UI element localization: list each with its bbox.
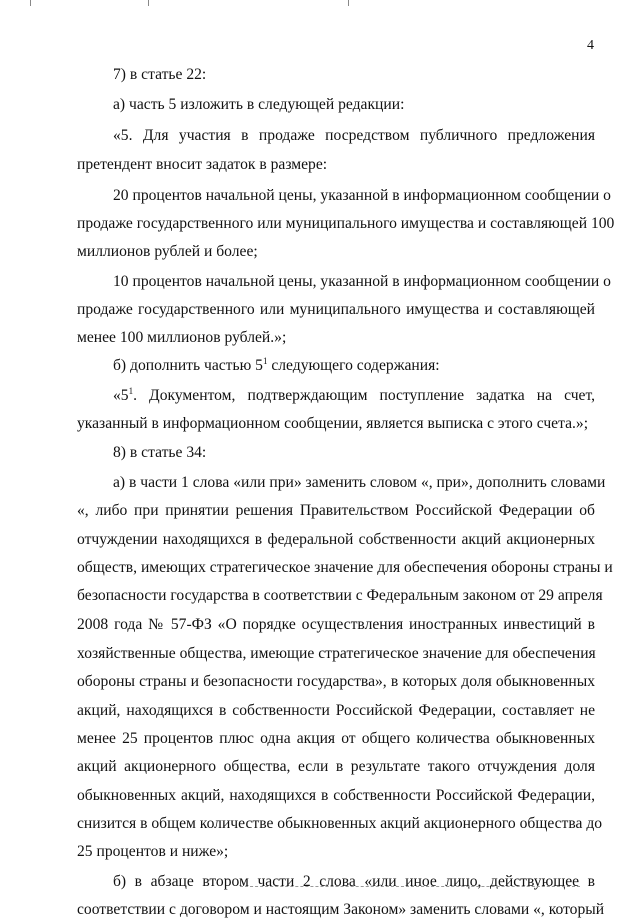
text-line	[77, 62, 595, 88]
text-line	[77, 527, 595, 553]
text-line-content: 8) в статье 34:	[113, 444, 207, 461]
text-line-content: продаже государственного или муниципального имущества и составляющей 100	[77, 215, 615, 232]
text-line	[77, 152, 595, 178]
text-line-content: обществ, имеющих стратегическое значение для обеспечения обороны страны и	[77, 559, 613, 576]
text-line-content: снизится в общем количестве обыкновенных акций акционерного общества до	[77, 815, 603, 832]
footer-rule	[240, 886, 580, 887]
text-line	[77, 470, 606, 496]
text-line	[77, 897, 605, 923]
scan-edge-marks	[0, 0, 639, 8]
text-line	[77, 269, 611, 295]
text-line	[77, 440, 595, 466]
text-line	[77, 869, 595, 895]
text-line-content: 7) в статье 22:	[113, 66, 207, 83]
text-line	[77, 839, 595, 865]
text-line-content: «, либо при принятии решения Правительством Российской Федерации об	[77, 502, 595, 519]
text-line-content: обыкновенных акций, находящихся в собственности Российской Федерации,	[77, 787, 595, 804]
text-line-content: указанный в информационном сообщении, является выписка с этого счета.»;	[77, 415, 589, 432]
text-line	[77, 325, 595, 351]
text-line	[77, 726, 595, 752]
text-line	[77, 411, 595, 437]
text-line-content: 10 процентов начальной цены, указанной в информационном сообщении о	[113, 273, 611, 290]
text-line-continuation: . Документом, подтверждающим поступление задатка на счет,	[133, 387, 595, 404]
text-line	[77, 555, 613, 581]
text-line	[77, 641, 595, 667]
text-line	[77, 811, 603, 837]
text-line	[77, 583, 603, 609]
text-line-content: 25 процентов и ниже»;	[77, 843, 229, 860]
text-line	[77, 297, 595, 323]
text-line-content: продаже государственного или муниципального имущества и составляющей	[77, 301, 595, 318]
text-line	[77, 783, 595, 809]
text-line-content: акций, находящихся в собственности Российской Федерации, составляет не	[77, 702, 595, 719]
text-line-content: претендент вносит задаток в размере:	[77, 156, 328, 173]
text-line	[77, 239, 595, 265]
superscript: 1	[262, 355, 268, 366]
text-line	[77, 498, 595, 524]
text-line	[77, 92, 595, 118]
text-line-content: б) дополнить частью 5	[113, 357, 263, 374]
text-line	[77, 211, 615, 237]
text-line-content: а) в части 1 слова «или при» заменить словом «, при», дополнить словами	[113, 474, 606, 491]
text-line	[77, 612, 595, 638]
text-line-content: «5	[113, 387, 129, 404]
text-line-content: «5. Для участия в продаже посредством публичного предложения	[113, 127, 595, 144]
page-number: 4	[587, 38, 594, 53]
text-line-content: хозяйственные общества, имеющие стратегическое значение для обеспечения	[77, 645, 596, 662]
text-line-content: соответствии с договором и настоящим Законом» заменить словами «, который	[77, 901, 605, 918]
text-line	[77, 183, 611, 209]
text-line	[77, 698, 595, 724]
text-line-content: менее 100 миллионов рублей.»;	[77, 329, 287, 346]
text-line	[77, 754, 595, 780]
text-line-content: акций акционерного общества, если в результате такого отчуждения доля	[77, 758, 595, 775]
text-line	[77, 353, 595, 379]
text-line-content: миллионов рублей и более;	[77, 243, 258, 260]
text-line	[77, 123, 595, 149]
superscript: 1	[128, 385, 134, 396]
text-line-continuation: следующего содержания:	[267, 357, 440, 374]
text-line	[77, 669, 595, 695]
text-line-content: 2008 года № 57-ФЗ «О порядке осуществления иностранных инвестиций в	[77, 616, 595, 633]
text-line-content: безопасности государства в соответствии с Федеральным законом от 29 апреля	[77, 587, 603, 604]
text-line-content: менее 25 процентов плюс одна акция от общего количества обыкновенных	[77, 730, 595, 747]
text-line	[77, 383, 595, 409]
text-line-content: 20 процентов начальной цены, указанной в информационном сообщении о	[113, 187, 611, 204]
text-line-content: а) часть 5 изложить в следующей редакции:	[113, 96, 405, 113]
text-line-content: б) в абзаце втором части 2 слова «или иное лицо, действующее в	[113, 873, 595, 890]
text-line-content: обороны страны и безопасности государства», в которых доля обыкновенных	[77, 673, 595, 690]
text-line-content: отчуждении находящихся в федеральной собственности акций акционерных	[77, 531, 595, 548]
